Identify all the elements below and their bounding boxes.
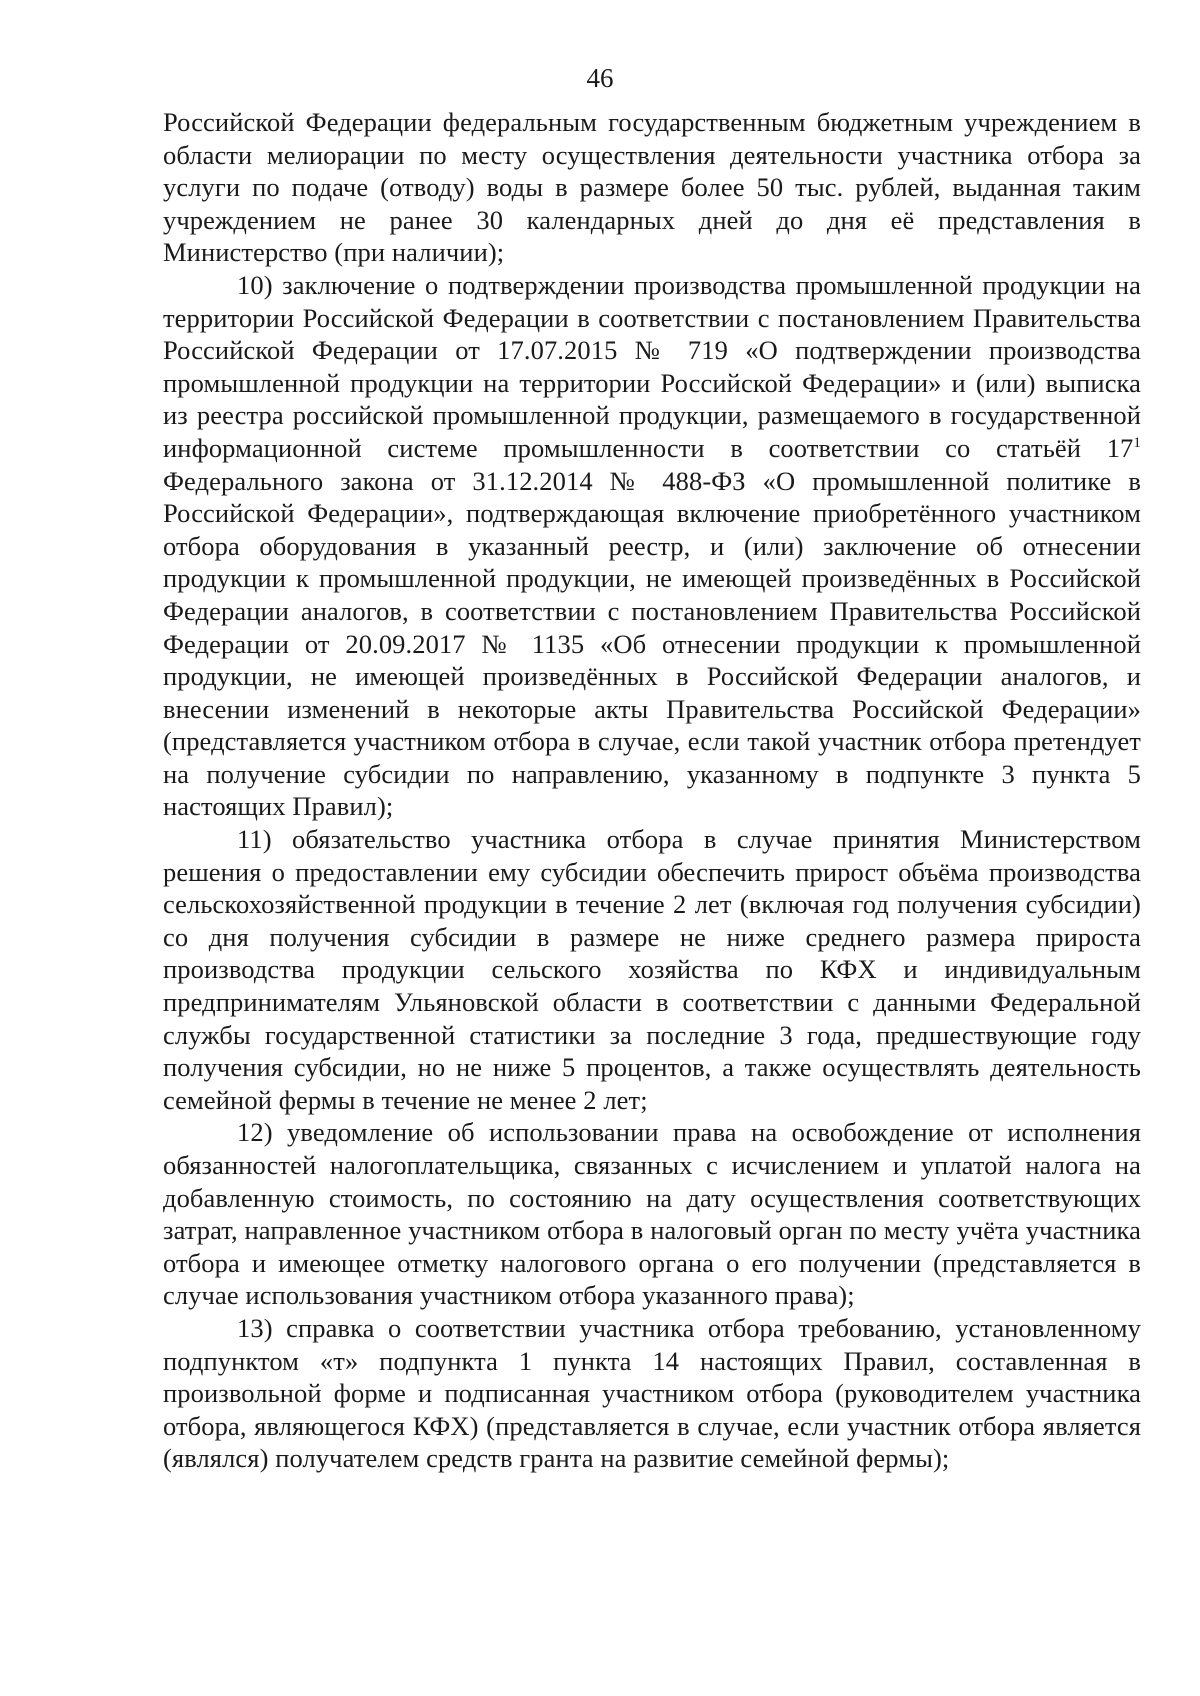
- item-13-paragraph: 13) справка о соответствии участника отбора требованию, установленному подпунктом «т» подпункта 1 пункта 14 настоящих Правил, составленная в произвольной форме и подписанная участником отбора (руководителем участника отбора, являющегося КФХ) (представляется в случае, если участник отбора является (являлся) получателем средств гранта на развитие семейной фермы);: [163, 1312, 1141, 1474]
- continuation-paragraph: Российской Федерации федеральным государственным бюджетным учреждением в области мелиорации по месту осуществления деятельности участника отбора за услуги по подаче (отводу) воды в размере более 50 тыс. рублей, выданная таким учреждением не ранее 30 календарных дней до дня её представления в Министерство (при наличии);: [163, 107, 1141, 268]
- article-superscript: 1: [1133, 434, 1141, 451]
- item-10-text-end: Федерального закона от 31.12.2014 № 488-ФЗ «О промышленной политике в Российской Федерации», подтверждающая включение приобретённого участником отбора оборудования в указанный реестр, и (или) заключение об отнесении продукции к промышленной продукции, не имеющей произведённых в Российской Федерации аналогов, в соответствии с постановлением Правительства Российской Федерации от 20.09.2017 № 1135 «Об отнесении продукции к промышленной продукции, не имеющей произведённых в Российской Федерации аналогов, и внесении изменений в некоторые акты Правительства Российской Федерации» (представляется участником отбора в случае, если такой участник отбора претендует на получение субсидии по направлению, указанному в подпункте 3 пункта 5 настоящих Правил);: [163, 465, 1141, 822]
- item-10-text-start: 10) заключение о подтверждении производства промышленной продукции на территории Российской Федерации в соответствии с постановлением Правительства Российской Федерации от 17.07.2015 № 719 «О подтверждении производства промышленной продукции на территории Российской Федерации» и (или) выписка из реестра российской промышленной продукции, размещаемого в государственной информационной системе промышленности в соответствии со статьёй 17: [163, 269, 1141, 463]
- document-body: [163, 106, 1141, 1475]
- item-12-paragraph: 12) уведомление об использовании права на освобождение от исполнения обязанностей налогоплательщика, связанных с исчислением и уплатой налога на добавленную стоимость, по состоянию на дату осуществления соответствующих затрат, направленное участником отбора в налоговый орган по месту учёта участника отбора и имеющее отметку налогового органа о его получении (представляется в случае использования участником отбора указанного права);: [163, 1117, 1141, 1311]
- page-number: 46: [586, 63, 614, 93]
- item-11-paragraph: 11) обязательство участника отбора в случае принятия Министерством решения о предоставлении ему субсидии обеспечить прирост объёма производства сельскохозяйственной продукции в течение 2 лет (включая год получения субсидии) со дня получения субсидии в размере не ниже среднего размера прироста производства продукции сельского хозяйства по КФХ и индивидуальным предпринимателям Ульяновской области в соответствии с данными Федеральной службы государственной статистики за последние 3 года, предшествующие году получения субсидии, но не ниже 5 процентов, а также осуществлять деятельность семейной фермы в течение не менее 2 лет;: [163, 824, 1141, 1115]
- item-10-paragraph: [163, 269, 1141, 823]
